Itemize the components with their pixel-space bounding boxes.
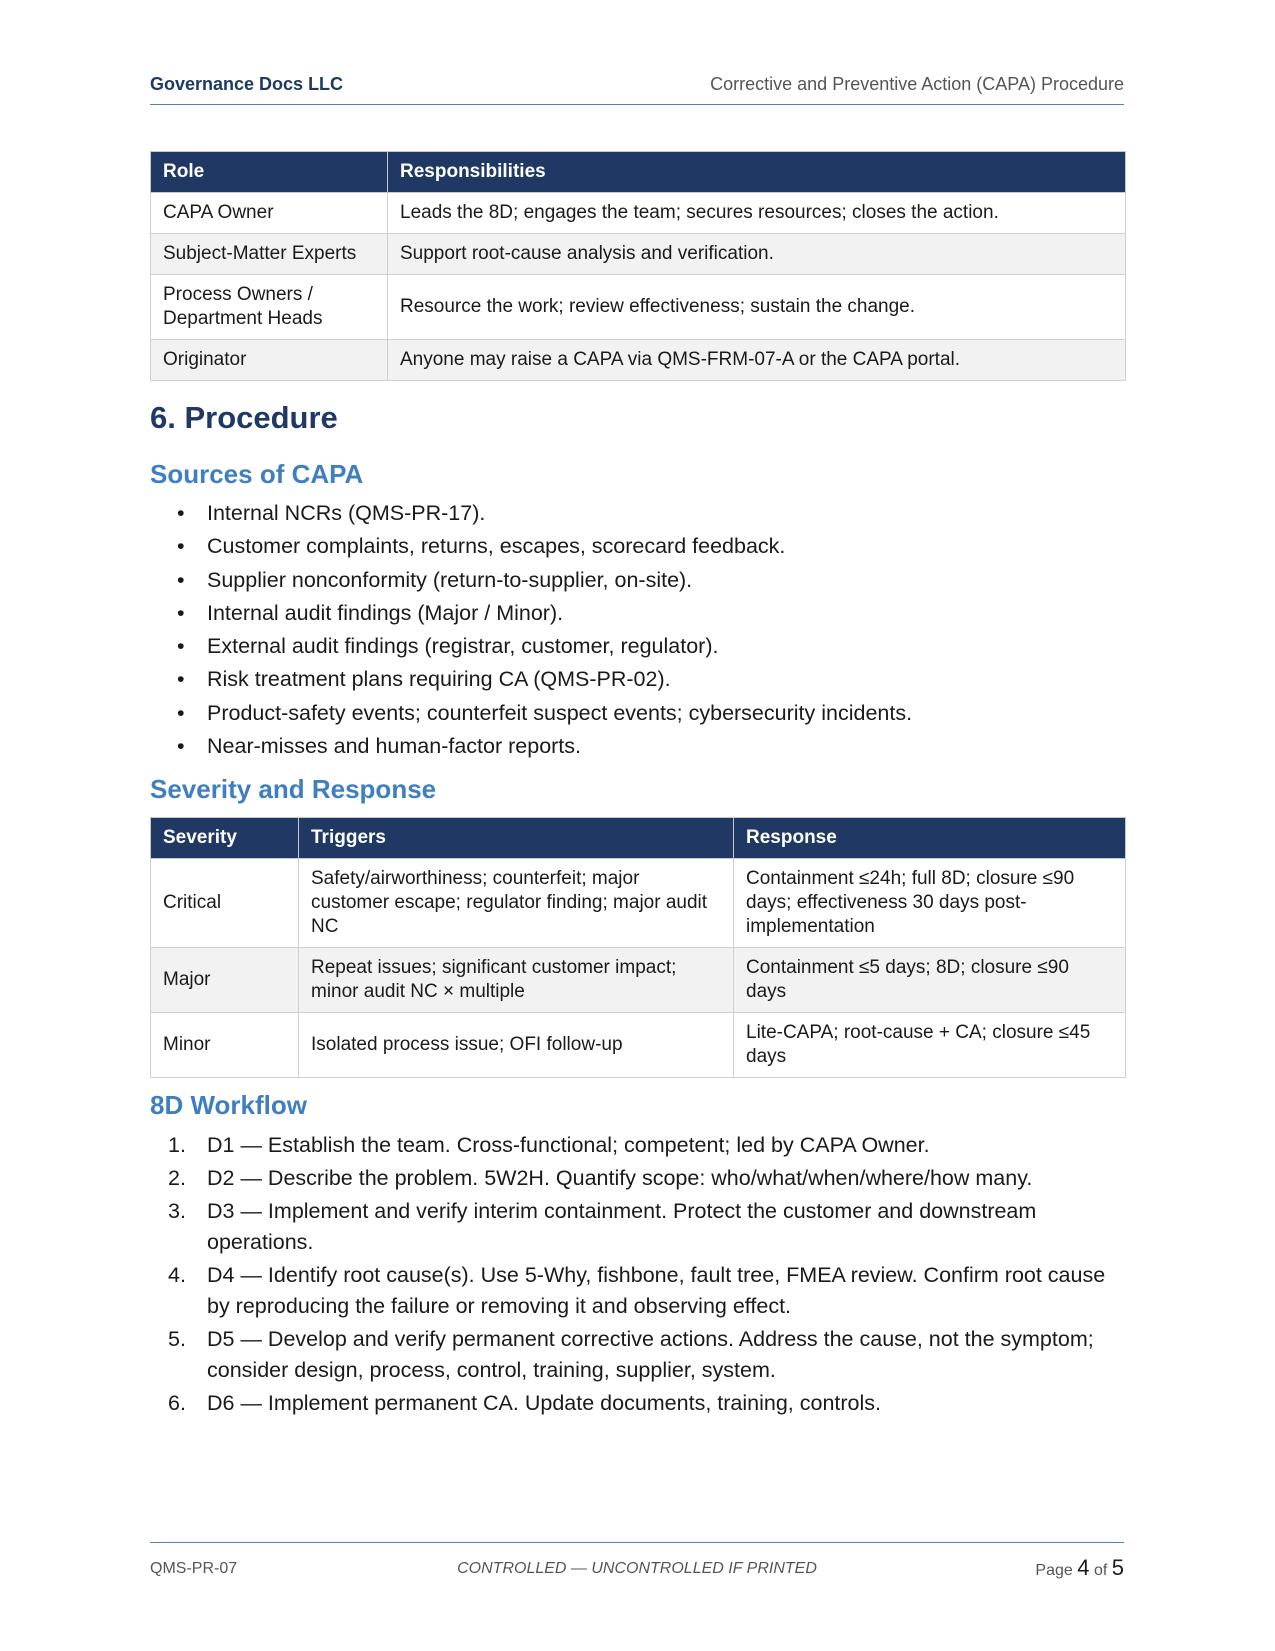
- table-row: [151, 340, 1126, 381]
- table-row: [151, 275, 1126, 340]
- document-id: QMS-PR-07: [150, 1560, 238, 1577]
- page-current: 4: [1077, 1555, 1090, 1580]
- list-item: [150, 1260, 1110, 1322]
- company-name: Governance Docs LLC: [150, 74, 344, 94]
- severity-cell: Major: [151, 948, 299, 1013]
- severity-cell: Critical: [151, 859, 299, 948]
- document-title: Corrective and Preventive Action (CAPA) Procedure: [710, 74, 1124, 94]
- item-text: D2 — Describe the problem. 5W2H. Quantify scope: who/what/when/where/how many.: [207, 1166, 1033, 1190]
- table-row: [151, 948, 1126, 1013]
- item-number: 6.: [168, 1391, 186, 1415]
- list-item: [150, 1130, 1110, 1161]
- role-cell: Subject-Matter Experts: [151, 234, 388, 275]
- page-header: [150, 72, 1124, 105]
- sources-list: [150, 497, 1110, 763]
- page-total: 5: [1111, 1555, 1124, 1580]
- workflow-list: [150, 1130, 1110, 1421]
- triggers-cell: Repeat issues; significant customer impact; minor audit NC × multiple: [299, 948, 734, 1013]
- list-item: • Risk treatment plans requiring CA (QMS-PR-02).: [150, 663, 1110, 696]
- section-title: 6. Procedure: [150, 400, 338, 435]
- roles-table: [150, 151, 1126, 381]
- severity-heading: Severity and Response: [150, 774, 437, 804]
- item-text: D3 — Implement and verify interim containment. Protect the customer and downstream operations.: [207, 1199, 1037, 1254]
- table-row: [151, 1013, 1126, 1078]
- list-item: [150, 1388, 1110, 1419]
- list-item: • Internal audit findings (Major / Minor).: [150, 597, 1110, 630]
- severity-table: [150, 817, 1126, 1078]
- item-number: 3.: [168, 1199, 186, 1223]
- item-number: 4.: [168, 1263, 186, 1287]
- triggers-cell: Isolated process issue; OFI follow-up: [299, 1013, 734, 1078]
- response-cell: Lite-CAPA; root-cause + CA; closure ≤45 days: [734, 1013, 1126, 1078]
- workflow-heading: 8D Workflow: [150, 1090, 307, 1120]
- list-item: • External audit findings (registrar, customer, regulator).: [150, 630, 1110, 663]
- page-footer: [150, 1542, 1124, 1583]
- column-header-severity: Severity: [151, 818, 299, 859]
- severity-cell: Minor: [151, 1013, 299, 1078]
- control-notice: CONTROLLED — UNCONTROLLED IF PRINTED: [457, 1560, 817, 1577]
- page-number: [1035, 1555, 1124, 1581]
- sources-heading: Sources of CAPA: [150, 459, 364, 489]
- table-row: [151, 193, 1126, 234]
- table-header-row: [151, 818, 1126, 859]
- list-item: • Product-safety events; counterfeit suspect events; cybersecurity incidents.: [150, 697, 1110, 730]
- item-number: 1.: [168, 1133, 186, 1157]
- item-number: 5.: [168, 1327, 186, 1351]
- item-text: D6 — Implement permanent CA. Update documents, training, controls.: [207, 1391, 881, 1415]
- column-header-responsibilities: Responsibilities: [388, 152, 1126, 193]
- responsibility-cell: Support root-cause analysis and verification.: [388, 234, 1126, 275]
- role-cell: Process Owners / Department Heads: [151, 275, 388, 340]
- column-header-triggers: Triggers: [299, 818, 734, 859]
- table-header-row: [151, 152, 1126, 193]
- list-item: • Near-misses and human-factor reports.: [150, 730, 1110, 763]
- triggers-cell: Safety/airworthiness; counterfeit; major customer escape; regulator finding; major audit NC: [299, 859, 734, 948]
- item-number: 2.: [168, 1166, 186, 1190]
- item-text: D1 — Establish the team. Cross-functional; competent; led by CAPA Owner.: [207, 1133, 930, 1157]
- list-item: • Supplier nonconformity (return-to-supplier, on-site).: [150, 564, 1110, 597]
- response-cell: Containment ≤5 days; 8D; closure ≤90 days: [734, 948, 1126, 1013]
- list-item: [150, 1163, 1110, 1194]
- item-text: D5 — Develop and verify permanent corrective actions. Address the cause, not the symptom; consider design, process, control, training, supplier, system.: [207, 1327, 1094, 1382]
- item-text: D4 — Identify root cause(s). Use 5-Why, fishbone, fault tree, FMEA review. Confirm root cause by reproducing the failure or removing it and observing effect.: [207, 1263, 1106, 1318]
- column-header-role: Role: [151, 152, 388, 193]
- role-cell: Originator: [151, 340, 388, 381]
- responsibility-cell: Leads the 8D; engages the team; secures resources; closes the action.: [388, 193, 1126, 234]
- responsibility-cell: Anyone may raise a CAPA via QMS-FRM-07-A or the CAPA portal.: [388, 340, 1126, 381]
- response-cell: Containment ≤24h; full 8D; closure ≤90 days; effectiveness 30 days post-implementation: [734, 859, 1126, 948]
- page-label: Page: [1035, 1562, 1073, 1579]
- role-cell: CAPA Owner: [151, 193, 388, 234]
- responsibility-cell: Resource the work; review effectiveness; sustain the change.: [388, 275, 1126, 340]
- list-item: • Internal NCRs (QMS-PR-17).: [150, 497, 1110, 530]
- page-of-label: of: [1093, 1562, 1108, 1579]
- table-row: [151, 859, 1126, 948]
- list-item: • Customer complaints, returns, escapes, scorecard feedback.: [150, 530, 1110, 563]
- list-item: [150, 1196, 1110, 1258]
- column-header-response: Response: [734, 818, 1126, 859]
- list-item: [150, 1324, 1110, 1386]
- table-row: [151, 234, 1126, 275]
